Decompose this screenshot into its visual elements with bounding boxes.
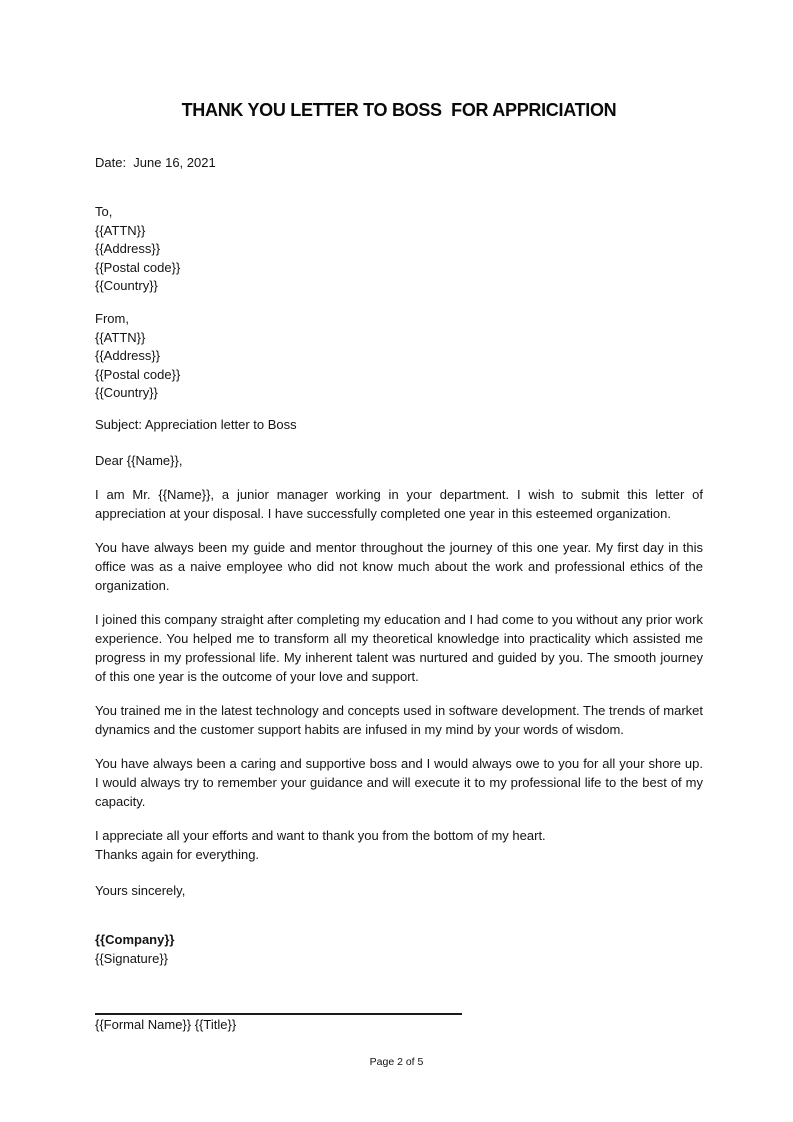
recipient-country-placeholder: {{Country}} [95,278,158,294]
recipient-attn-placeholder: {{ATTN}} [95,222,146,238]
closing-block [95,826,703,864]
body-paragraph-4: You trained me in the latest technology and concepts used in software development. The trends of market dynamics and the customer support habits are infused in my mind by your words of wisdom. [95,702,703,737]
sender-attn-placeholder: {{ATTN}} [95,329,146,345]
recipient-address-placeholder: {{Address}} [95,241,161,257]
recipient-label: To, [95,204,113,219]
date-line: Date: June 16, 2021 [95,155,216,170]
page-number-footer: Page 2 of 5 [369,1056,424,1068]
sender-postal-code-placeholder: {{Postal code}} [95,366,181,382]
recipient-block [95,203,703,296]
closing-line-1: I appreciate all your efforts and want to thank you from the bottom of my heart. [95,827,546,843]
sender-label: From, [95,310,129,326]
closing-line-2: Thanks again for everything. [95,846,260,862]
body-paragraph-5: You have always been a caring and supportive boss and I would always owe to you for all your shore up. I would always try to remember your guidance and will execute it to my professional life to the best of my capacity. [95,755,703,809]
signature-placeholder: {{Signature}} [95,950,169,966]
body-paragraph-2: You have always been my guide and mentor throughout the journey of this one year. My first day in this office was as a naive employee who did not know much about the work and professional ethics of the organization. [95,539,703,593]
sign-off: Yours sincerely, [95,882,186,898]
company-placeholder: {{Company}} [95,931,175,947]
sender-country-placeholder: {{Country}} [95,385,158,401]
recipient-postal-code-placeholder: {{Postal code}} [95,259,181,275]
subject-line: Subject: Appreciation letter to Boss [95,416,297,432]
body-paragraph-1: I am Mr. {{Name}}, a junior manager working in your department. I wish to submit this letter of appreciation at your disposal. I have successfully completed one year in this esteemed organization. [95,486,703,521]
body-paragraph-3: I joined this company straight after completing my education and I had come to you without any prior work experience. You helped me to transform all my theoretical knowledge into practicality which assisted me progress in my professional life. My inherent talent was nurtured and guided by you. The smooth journey of this one year is the outcome of your love and support. [95,611,703,684]
signature-block [95,930,703,968]
signature-caption: {{Formal Name}} {{Title}} [95,1016,237,1032]
salutation: Dear {{Name}}, [95,452,183,468]
sender-block [95,310,703,403]
sender-address-placeholder: {{Address}} [95,348,161,364]
letter-title: THANK YOU LETTER TO BOSS FOR APPRICIATION [181,100,617,120]
